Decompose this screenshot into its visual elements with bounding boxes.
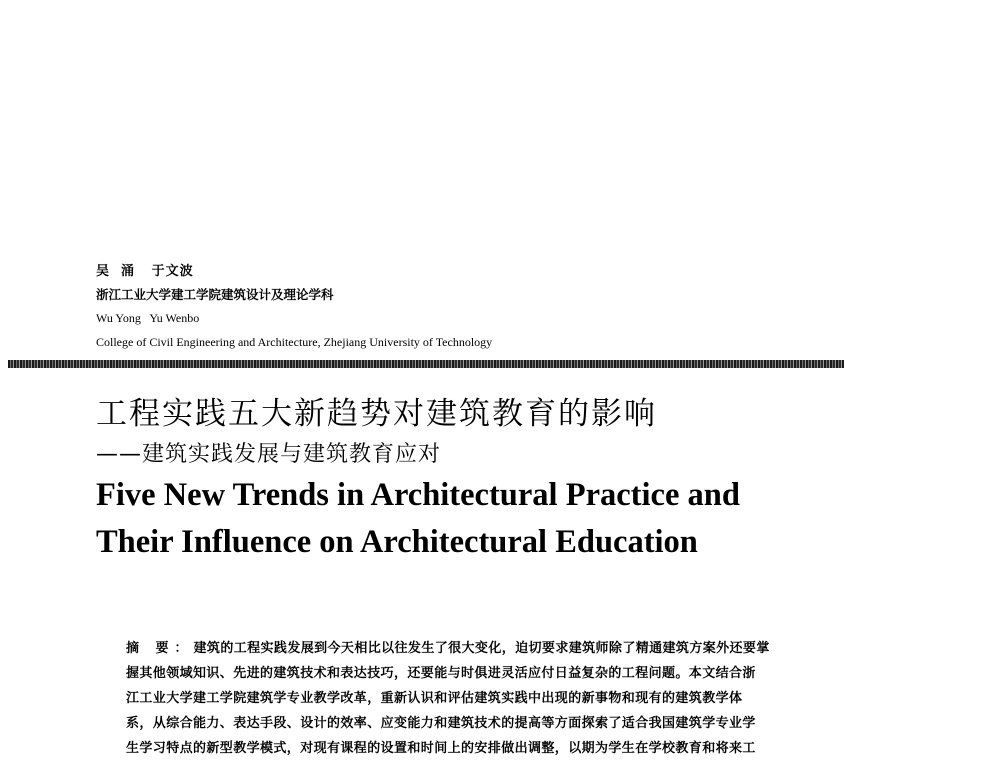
title-english — [96, 472, 956, 566]
abstract-line-2: 握其他领域知识、先进的建筑技术和表达技巧，还要能与时俱进灵活应付日益复杂的工程问题。本文结合浙 — [126, 666, 756, 681]
affiliation-chinese: 浙江工业大学建工学院建筑设计及理论学科 — [96, 287, 334, 302]
abstract-line-3: 江工业大学建工学院建筑学专业教学改革，重新认识和评估建筑实践中出现的新事物和现有的建筑教学体 — [126, 691, 743, 706]
title-english-line-1: Five New Trends in Architectural Practice and — [96, 477, 740, 513]
authors-chinese: 吴 涌 于文波 — [96, 264, 194, 279]
subtitle-chinese: ——建筑实践发展与建筑教育应对 — [96, 442, 442, 467]
abstract-label: 摘 要： — [126, 641, 194, 656]
abstract — [126, 636, 886, 761]
abstract-text: 建筑的工程实践发展到今天相比以往发生了很大变化，迫切要求建筑师除了精通建筑方案外还要掌 — [193, 641, 770, 656]
header-rule-bar — [8, 360, 844, 368]
title-chinese: 工程实践五大新趋势对建筑教育的影响 — [96, 396, 657, 432]
authors-english: Wu Yong Yu Wenbo — [96, 311, 200, 325]
title-english-line-2: Their Influence on Architectural Education — [96, 524, 698, 560]
abstract-line-1 — [126, 636, 886, 661]
affiliation-english: College of Civil Engineering and Architecture, Zhejiang University of Technology — [96, 335, 493, 349]
abstract-line-4: 系，从综合能力、表达手段、设计的效率、应变能力和建筑技术的提高等方面探索了适合我国建筑学专业学 — [126, 716, 756, 731]
abstract-line-5: 生学习特点的新型教学模式，对现有课程的设置和时间上的安排做出调整，以期为学生在学校教育和将来工 — [126, 741, 756, 756]
